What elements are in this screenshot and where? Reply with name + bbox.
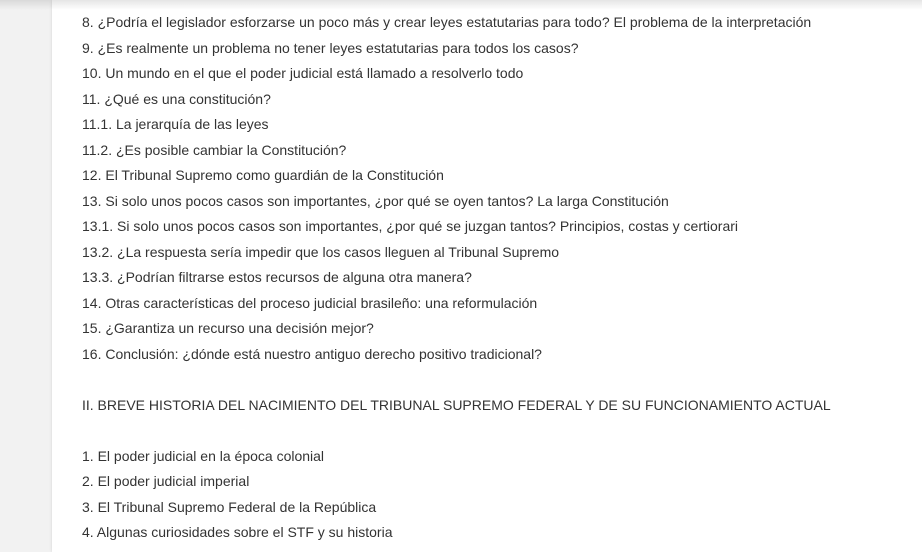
toc-item: 13.2. ¿La respuesta sería impedir que los casos lleguen al Tribunal Supremo — [82, 243, 560, 260]
toc-item: 15. ¿Garantiza un recurso una decisión mejor? — [82, 320, 374, 336]
table-of-contents — [82, 10, 912, 546]
toc-item: 3. El Tribunal Supremo Federal de la República — [82, 498, 377, 515]
toc-item: 11.1. La jerarquía de las leyes — [82, 116, 269, 132]
section-heading: II. BREVE HISTORIA DEL NACIMIENTO DEL TRIBUNAL SUPREMO FEDERAL Y DE SU FUNCIONAMIENTO ACTUAL — [82, 396, 831, 413]
toc-item: 11. ¿Qué es una constitución? — [82, 90, 271, 107]
toc-item: 13. Si solo unos pocos casos son importantes, ¿por qué se oyen tantos? La larga Constitución — [82, 192, 669, 209]
toc-item: 14. Otras características del proceso judicial brasileño: una reformulación — [82, 294, 538, 311]
toc-item: 4. Algunas curiosidades sobre el STF y su historia — [82, 524, 393, 540]
toc-item: 16. Conclusión: ¿dónde está nuestro antiguo derecho positivo tradicional? — [82, 345, 542, 362]
toc-item: 10. Un mundo en el que el poder judicial está llamado a resolverlo todo — [82, 65, 524, 81]
toc-item: 13.1. Si solo unos pocos casos son importantes, ¿por qué se juzgan tantos? Principios, costas y certiorari — [82, 218, 739, 234]
toc-list-part-two — [82, 444, 912, 546]
toc-item: 2. El poder judicial imperial — [82, 473, 250, 489]
toc-item: 9. ¿Es realmente un problema no tener leyes estatutarias para todos los casos? — [82, 39, 579, 56]
toc-item: 8. ¿Podría el legislador esforzarse un poco más y crear leyes estatutarias para todo? El problema de la interpretación — [82, 14, 812, 30]
toc-item: 13.3. ¿Podrían filtrarse estos recursos de alguna otra manera? — [82, 269, 472, 285]
toc-item: 1. El poder judicial en la época colonial — [82, 447, 325, 464]
toc-item: 11.2. ¿Es posible cambiar la Constitución? — [82, 141, 347, 158]
toc-list-part-one — [82, 10, 912, 367]
toc-item: 12. El Tribunal Supremo como guardián de la Constitución — [82, 167, 444, 183]
